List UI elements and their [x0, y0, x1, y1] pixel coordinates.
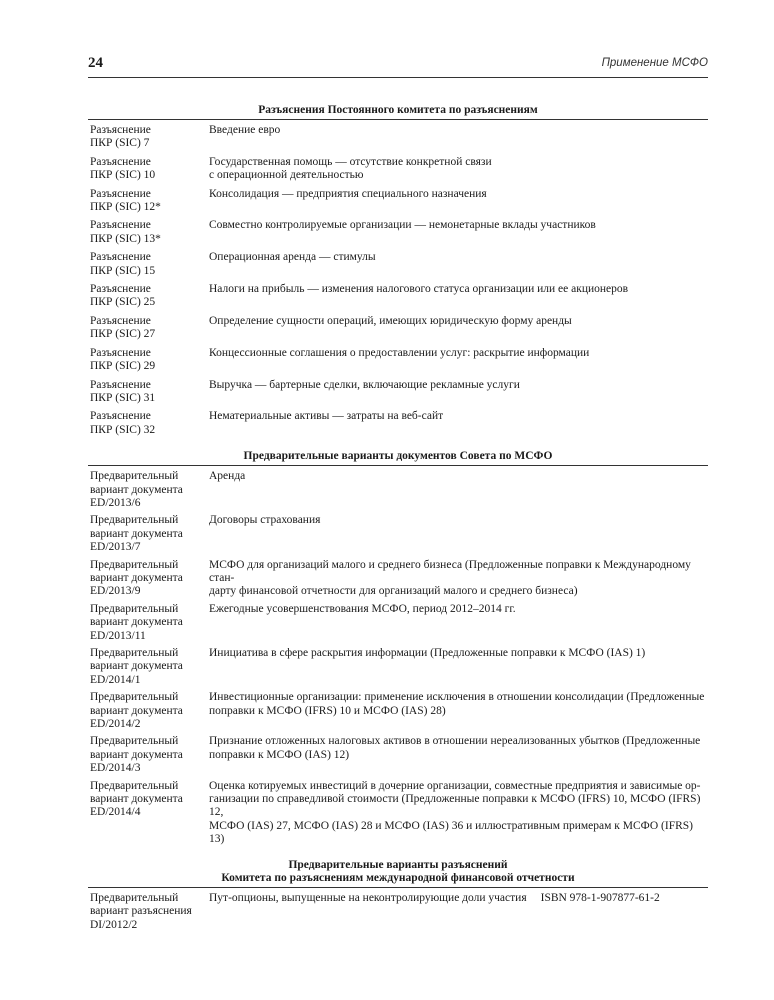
- table-row: [88, 735, 708, 775]
- document-title: Инвестиционные организации: применение исключения в отношении консолидации (Предложенные поправки к МСФО (IFRS) 10 и МСФО (IAS) 28): [209, 691, 705, 717]
- document-title: Договоры страхования: [209, 514, 321, 527]
- document-title: Введение евро: [209, 124, 281, 136]
- document-title: Операционная аренда — стимулы: [209, 251, 376, 264]
- section-title: Разъяснения Постоянного комитета по разъяснениям: [88, 104, 708, 120]
- document-title: МСФО для организаций малого и среднего бизнеса (Предложенные поправки к Международному стан- дарту финансовой отчетности для организаций малого и среднего бизнеса): [209, 558, 691, 598]
- document-title: Ежегодные усовершенствования МСФО, период 2012–2014 гг.: [209, 602, 516, 615]
- table-row: [88, 603, 708, 643]
- document-code: Предварительный вариант документа ED/2014/3: [90, 735, 183, 775]
- section-draft-interpretations: [88, 859, 708, 932]
- table-row: [88, 347, 708, 374]
- table-row: [88, 780, 708, 847]
- document-code: Предварительный вариант документа ED/2013/7: [90, 514, 183, 554]
- page-header: [88, 54, 708, 78]
- table-row: [88, 156, 708, 183]
- document-code: Предварительный вариант документа ED/2013/6: [90, 470, 183, 509]
- document-title: Признание отложенных налоговых активов в отношении нереализованных убытков (Предложенные поправки к МСФО (IAS) 12): [209, 735, 701, 761]
- isbn: ISBN 978-1-907877-61-2: [540, 891, 660, 904]
- document-code: Разъяснение ПКР (SIC) 27: [90, 314, 156, 341]
- document-title: Выручка — бартерные сделки, включающие рекламные услуги: [209, 378, 520, 391]
- document-title: Совместно контролируемые организации — немонетарные вклады участников: [209, 219, 596, 232]
- table-row: [88, 188, 708, 215]
- document-title: Налоги на прибыль — изменения налогового статуса организации или ее акционеров: [209, 283, 629, 296]
- document-title: Определение сущности операций, имеющих юридическую форму аренды: [209, 314, 572, 327]
- document-code: Предварительный вариант документа ED/2014/2: [90, 691, 183, 731]
- section-exposure-drafts: [88, 450, 708, 847]
- document-title: Нематериальные активы — затраты на веб-сайт: [209, 410, 444, 423]
- section-title: Предварительные варианты документов Совета по МСФО: [88, 450, 708, 466]
- page-number: 24: [88, 55, 103, 71]
- table-row: [88, 251, 708, 278]
- header-rule: [88, 77, 708, 78]
- page-content: [88, 104, 708, 932]
- document-code: Предварительный вариант документа ED/2013/11: [90, 602, 183, 642]
- document-title: Инициатива в сфере раскрытия информации (Предложенные поправки к МСФО (IAS) 1): [209, 647, 646, 659]
- table-row: [88, 379, 708, 406]
- table-row: [88, 559, 708, 599]
- table-row: [88, 124, 708, 151]
- document-code: Предварительный вариант документа ED/2013/9: [90, 558, 183, 598]
- document-code: Разъяснение ПКР (SIC) 12*: [90, 187, 161, 214]
- document-code: Разъяснение ПКР (SIC) 29: [90, 346, 156, 373]
- table-row: [88, 410, 708, 437]
- table-row: [88, 283, 708, 310]
- document-title: Аренда: [209, 470, 246, 483]
- document-code: Предварительный вариант разъяснения DI/2012/2: [90, 891, 192, 931]
- document-code: Предварительный вариант документа ED/2014/1: [90, 647, 183, 686]
- document-title: Пут-опционы, выпущенные на неконтролирующие доли участия ISBN 978-1-907877-61-2: [209, 891, 660, 904]
- table-row: [88, 315, 708, 342]
- running-title: Применение МСФО: [601, 57, 708, 69]
- table-row: [88, 691, 708, 731]
- document-code: Предварительный вариант документа ED/2014/4: [90, 779, 183, 819]
- document-code: Разъяснение ПКР (SIC) 25: [90, 283, 156, 309]
- document-title: Оценка котируемых инвестиций в дочерние организации, совместные предприятия и зависимые ор- ганизации по справедливой стоимости (Предложенные поправки к МСФО (IFRS) 10, МСФО (IFRS) 12, МСФО (IAS) 27, МСФО (IAS) 28 и МСФО (IAS) 36 и иллюстративным примерам к МСФО (IFRS) 13): [209, 779, 701, 846]
- document-code: Разъяснение ПКР (SIC) 7: [90, 124, 151, 150]
- document-code: Разъяснение ПКР (SIC) 10: [90, 155, 156, 182]
- document-code: Разъяснение ПКР (SIC) 15: [90, 251, 156, 277]
- section-title: Предварительные варианты разъяснений Комитета по разъяснениям международной финансовой отчетности: [88, 859, 708, 888]
- table-row: [88, 514, 708, 554]
- document-code: Разъяснение ПКР (SIC) 32: [90, 410, 156, 436]
- document-title: Консолидация — предприятия специального назначения: [209, 187, 487, 200]
- document-code: Разъяснение ПКР (SIC) 13*: [90, 219, 161, 245]
- section-sic-interpretations: [88, 104, 708, 437]
- document-title: Государственная помощь — отсутствие конкретной связи с операционной деятельностью: [209, 155, 492, 182]
- table-row: [88, 892, 708, 932]
- table-row: [88, 219, 708, 246]
- table-row: [88, 647, 708, 687]
- table-row: [88, 470, 708, 510]
- document-code: Разъяснение ПКР (SIC) 31: [90, 378, 156, 404]
- document-title: Концессионные соглашения о предоставлении услуг: раскрытие информации: [209, 346, 590, 359]
